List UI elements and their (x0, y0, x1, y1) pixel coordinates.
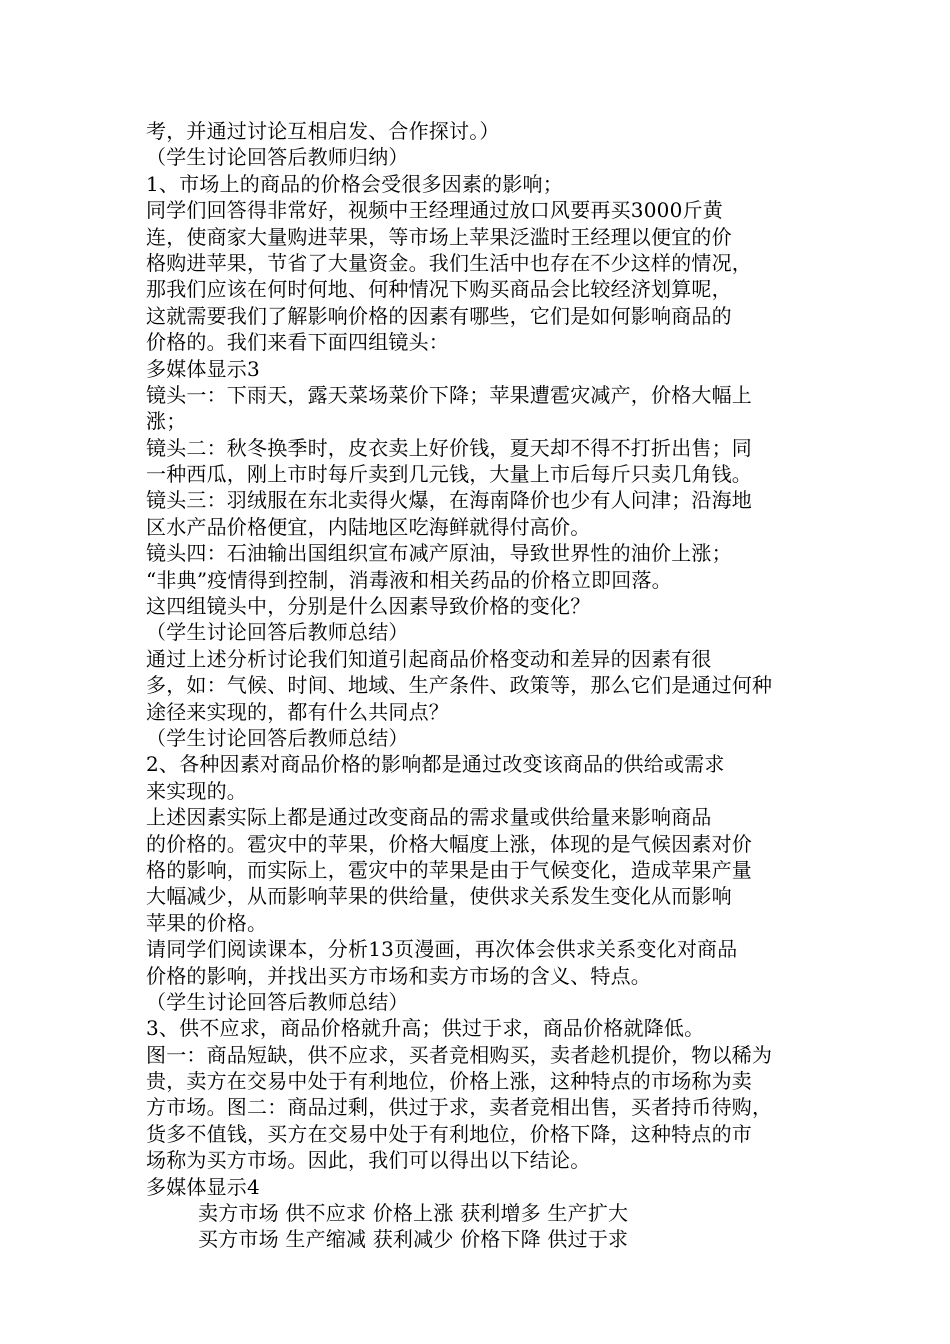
text-line: （学生讨论回答后教师总结） (146, 989, 409, 1014)
text-line: 多媒体显示3 (146, 356, 260, 381)
text-line: 镜头二：秋冬换季时，皮衣卖上好价钱，夏天却不得不打折出售；同 (146, 435, 752, 460)
text-line: 3、供不应求，商品价格就升高；供过于求，商品价格就降低。 (146, 1016, 705, 1041)
text-line: 连，使商家大量购进苹果，等市场上苹果泛滥时王经理以便宜的价 (146, 224, 732, 249)
text-line: 上述因素实际上都是通过改变商品的需求量或供给量来影响商品 (146, 805, 712, 830)
text-line: 来实现的。 (146, 778, 247, 803)
text-line: 那我们应该在何时何地、何种情况下购买商品会比较经济划算呢， (146, 277, 732, 302)
text-line: 通过上述分析讨论我们知道引起商品价格变动和差异的因素有很 (146, 646, 712, 671)
text-line: 场称为买方市场。因此，我们可以得出以下结论。 (146, 1148, 591, 1173)
text-line: 镜头三：羽绒服在东北卖得火爆，在海南降价也少有人问津；沿海地 (146, 488, 752, 513)
text-line: 贵，卖方在交易中处于有利地位，价格上涨，这种特点的市场称为卖 (146, 1069, 752, 1094)
text-line: 请同学们阅读课本，分析13页漫画，再次体会供求关系变化对商品 (146, 937, 738, 962)
text-line: （学生讨论回答后教师总结） (146, 725, 409, 750)
text-line: 的价格的。雹灾中的苹果，价格大幅度上涨，体现的是气候因素对价 (146, 831, 752, 856)
text-line: 一种西瓜，刚上市时每斤卖到几元钱，大量上市后每斤只卖几角钱。 (146, 462, 752, 487)
text-line: 同学们回答得非常好，视频中王经理通过放口风要再买3000斤黄 (146, 198, 723, 223)
text-line: 1、市场上的商品的价格会受很多因素的影响； (146, 171, 563, 196)
text-line: 价格的。我们来看下面四组镜头： (146, 330, 449, 355)
text-line: （学生讨论回答后教师归纳） (146, 145, 409, 170)
text-line: 图一：商品短缺，供不应求，买者竞相购买，卖者趁机提价，物以稀为 (146, 1042, 773, 1067)
text-line: 2、各种因素对商品价格的影响都是通过改变该商品的供给或需求 (146, 752, 725, 777)
text-line: 区水产品价格便宜，内陆地区吃海鲜就得付高价。 (146, 514, 591, 539)
text-line: 大幅减少，从而影响苹果的供给量，使供求关系发生变化从而影响 (146, 884, 732, 909)
text-line: 镜头四：石油输出国组织宣布减产原油，导致世界性的油价上涨； (146, 541, 732, 566)
market-row-buyer: 买方市场 生产缩减 获利减少 价格下降 供过于求 (198, 1227, 629, 1252)
text-line: “非典”疫情得到控制，消毒液和相关药品的价格立即回落。 (146, 567, 672, 592)
text-line: 格购进苹果，节省了大量资金。我们生活中也存在不少这样的情况， (146, 250, 752, 275)
text-line: （学生讨论回答后教师总结） (146, 620, 409, 645)
text-line: 多媒体显示4 (146, 1174, 260, 1199)
text-line: 考，并通过讨论互相启发、合作探讨。） (146, 119, 500, 143)
text-line: 方市场。图二：商品过剩，供过于求，卖者竞相出售，买者持币待购， (146, 1095, 773, 1120)
text-line: 货多不值钱，买方在交易中处于有利地位，价格下降，这种特点的市 (146, 1121, 752, 1146)
text-line: 这就需要我们了解影响价格的因素有哪些，它们是如何影响商品的 (146, 303, 732, 328)
text-line: 途径来实现的，都有什么共同点？ (146, 699, 449, 724)
document-page (146, 118, 796, 1253)
text-line: 多，如：气候、时间、地域、生产条件、政策等，那么它们是通过何种 (146, 673, 773, 698)
text-line: 苹果的价格。 (146, 910, 268, 935)
text-line: 这四组镜头中，分别是什么因素导致价格的变化？ (146, 594, 591, 619)
text-line: 格的影响，而实际上，雹灾中的苹果是由于气候变化，造成苹果产量 (146, 857, 752, 882)
text-line: 镜头一：下雨天，露天菜场菜价下降；苹果遭雹灾减产，价格大幅上 (146, 382, 752, 407)
text-line: 涨； (146, 409, 187, 434)
text-line: 价格的影响，并找出买方市场和卖方市场的含义、特点。 (146, 963, 651, 988)
market-row-seller: 卖方市场 供不应求 价格上涨 获利增多 生产扩大 (198, 1201, 629, 1226)
